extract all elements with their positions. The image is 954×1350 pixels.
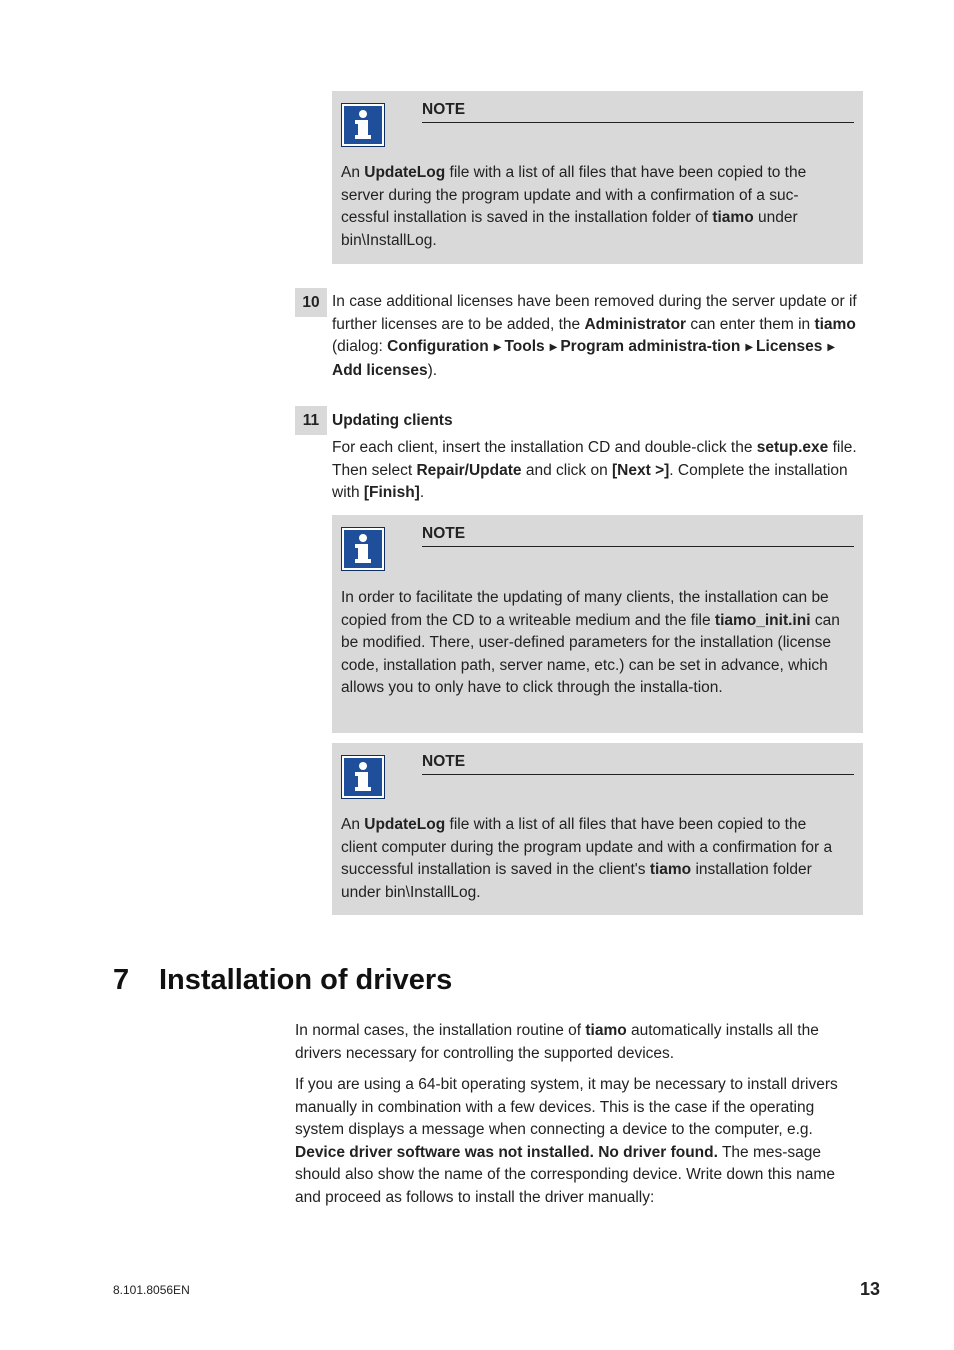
paragraph: If you are using a 64-bit operating system, it may be necessary to install drivers manually in combination with a few devices. This is the case if the operating system displays a message when connecting a device to the computer, e.g. Device driver software was not installed. No driver found. The mes-sage should also show the name of the corresponding device. Write down this name and proceed as follows to install the driver manually: (295, 1076, 838, 1206)
note-box-3 (332, 743, 863, 915)
note-body: In order to facilitate the updating of many clients, the installation can be copied from the CD to a writeable medium and the file tiamo_init.ini can be modified. There, user-defined parameters for the installation (license code, installation path, server name, etc.) can be set in advance, which allows you to only have to click through the installa-tion. (341, 589, 840, 696)
note-box-1 (332, 91, 863, 264)
note-label: NOTE (422, 100, 854, 123)
note-box-2 (332, 515, 863, 733)
chapter-heading (113, 958, 452, 1002)
note-body: An UpdateLog file with a list of all files that have been copied to the client computer during the program update and with a confirmation for a successful installation is saved in the client's tiamo installation folder under bin\InstallLog. (341, 816, 833, 901)
note-label: NOTE (422, 524, 854, 547)
step-number: 11 (295, 406, 327, 435)
step-title: Updating clients (332, 412, 453, 429)
step-number: 10 (295, 288, 327, 317)
arrow-right-icon: ▶ (549, 342, 558, 353)
info-icon (341, 755, 385, 799)
info-icon (341, 527, 385, 571)
step-text: For each client, insert the installation CD and double-click the setup.exe file. Then select Repair/Update and click on [Next >]. Complete the installation with [Finish]. (332, 439, 857, 501)
step-text: In case additional licenses have been removed during the server update or if further licenses are to be added, the Administrator can enter them in tiamo (dialog: Configuration ▶ Tools ▶ Program administra-tion ▶ Licenses ▶Add licenses). (332, 293, 857, 379)
info-icon (341, 103, 385, 147)
paragraph: In normal cases, the installation routine of tiamo automatically installs all the drivers necessary for controlling the supported devices. (295, 1022, 819, 1062)
arrow-right-icon: ▶ (493, 342, 502, 353)
chapter-number: 7 (113, 964, 130, 996)
arrow-right-icon: ▶ (745, 342, 754, 353)
page-number: 13 (860, 1279, 881, 1299)
document-number: 8.101.8056EN (113, 1283, 190, 1297)
note-label: NOTE (422, 752, 854, 775)
note-body: An UpdateLog file with a list of all files that have been copied to the server during the program update and with a confirmation of a suc-cessful installation is saved in the installation folder of tiamo under bin\InstallLog. (341, 164, 807, 249)
arrow-right-icon: ▶ (827, 342, 836, 353)
chapter-title: Installation of drivers (159, 964, 453, 996)
